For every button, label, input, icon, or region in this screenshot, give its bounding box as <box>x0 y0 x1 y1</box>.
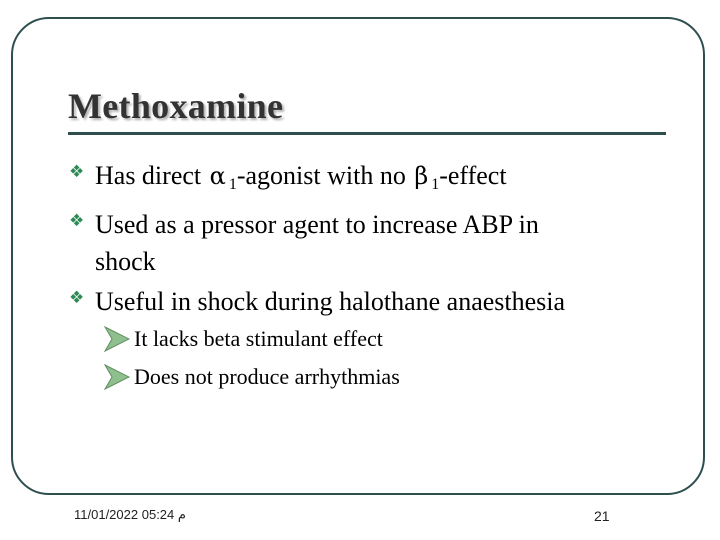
bullet-text: Useful in shock during halothane anaesthesia <box>95 287 566 316</box>
beta-subscript: 1 <box>431 176 440 193</box>
bullet-list <box>68 156 698 322</box>
slide-title: Methoxamine <box>68 86 284 126</box>
bullet-text-line2: shock <box>95 247 156 276</box>
alpha-subscript: 1 <box>228 176 237 193</box>
title-underline <box>68 132 666 135</box>
sub-bullet-item-arrhythmias <box>103 358 400 396</box>
bullet-text-after: -effect <box>439 161 507 190</box>
sub-bullet-list <box>103 320 400 396</box>
sub-bullet-item-beta-stimulant <box>103 320 400 358</box>
sub-bullet-text: Does not produce arrhythmias <box>134 364 400 389</box>
diamond-bullet-icon: ❖ <box>69 288 85 308</box>
bullet-text-line1: Used as a pressor agent to increase ABP in <box>95 210 539 239</box>
sub-bullet-text: It lacks beta stimulant effect <box>134 326 383 351</box>
beta-symbol: β <box>414 162 429 190</box>
alpha-symbol: α <box>209 162 226 190</box>
bullet-item-halothane <box>68 282 698 322</box>
arrow-bullet-icon <box>103 363 131 391</box>
bullet-item-pressor-agent <box>68 205 698 282</box>
arrow-bullet-icon <box>103 325 131 353</box>
bullet-text-middle: -agonist with no <box>236 161 413 190</box>
footer-datetime: م 05:24 11/01/2022 <box>74 507 186 522</box>
diamond-bullet-icon: ❖ <box>69 211 85 231</box>
bullet-text-before: Has direct <box>95 161 208 190</box>
bullet-item-alpha-agonist <box>68 156 698 205</box>
diamond-bullet-icon: ❖ <box>69 162 85 182</box>
footer-page-number: 21 <box>594 508 610 524</box>
